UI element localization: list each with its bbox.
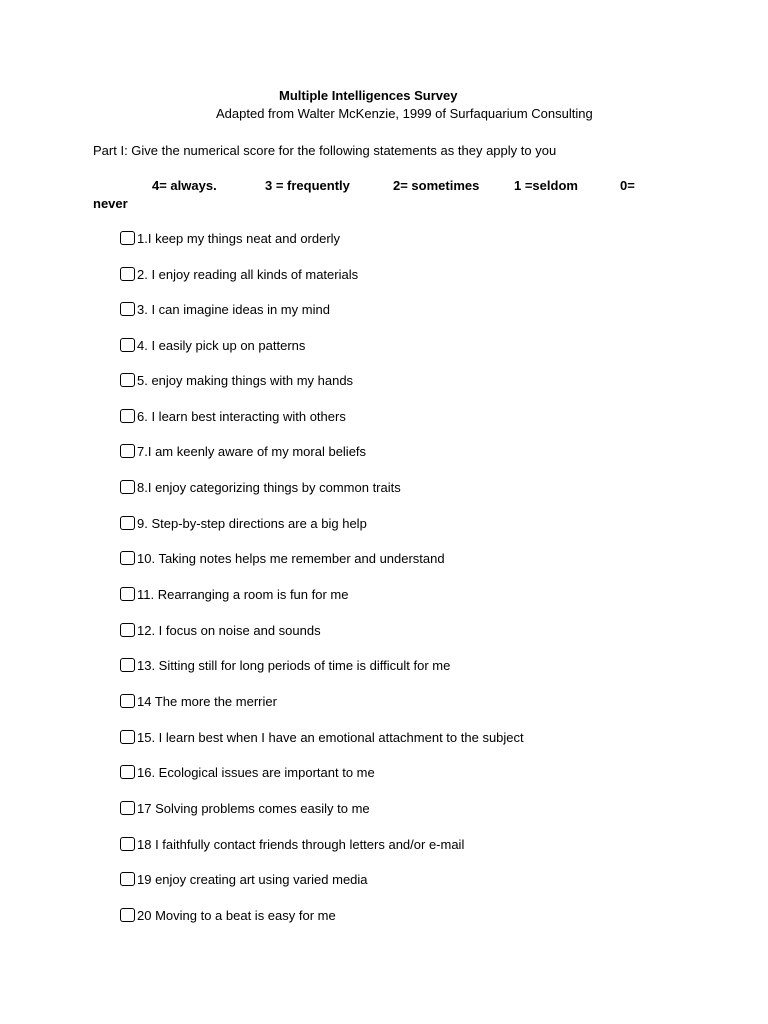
scale-frequently: 3 = frequently bbox=[265, 178, 350, 193]
survey-item bbox=[120, 621, 321, 639]
survey-item bbox=[120, 656, 450, 674]
item-checkbox[interactable] bbox=[120, 801, 135, 815]
item-checkbox[interactable] bbox=[120, 765, 135, 779]
survey-item bbox=[120, 585, 348, 603]
survey-item bbox=[120, 835, 464, 853]
item-text: 14 The more the merrier bbox=[137, 694, 277, 709]
item-text: 1.I keep my things neat and orderly bbox=[137, 231, 341, 246]
item-text: 7.I am keenly aware of my moral beliefs bbox=[137, 444, 367, 459]
survey-item bbox=[120, 514, 367, 532]
survey-instructions: Part I: Give the numerical score for the following statements as they apply to you bbox=[93, 143, 557, 158]
item-checkbox[interactable] bbox=[120, 908, 135, 922]
item-text: 13. Sitting still for long periods of time is difficult for me bbox=[137, 658, 451, 673]
item-text: 16. Ecological issues are important to me bbox=[137, 765, 375, 780]
item-checkbox[interactable] bbox=[120, 730, 135, 744]
item-text: 8.I enjoy categorizing things by common traits bbox=[137, 480, 401, 495]
item-checkbox[interactable] bbox=[120, 338, 135, 352]
survey-item bbox=[120, 442, 366, 460]
item-text: 2. I enjoy reading all kinds of materials bbox=[137, 267, 359, 282]
scale-sometimes: 2= sometimes bbox=[393, 178, 480, 193]
item-checkbox[interactable] bbox=[120, 872, 135, 886]
item-text: 3. I can imagine ideas in my mind bbox=[137, 302, 330, 317]
item-text: 12. I focus on noise and sounds bbox=[137, 623, 321, 638]
survey-item bbox=[120, 728, 524, 746]
item-checkbox[interactable] bbox=[120, 658, 135, 672]
item-text: 4. I easily pick up on patterns bbox=[137, 338, 306, 353]
item-checkbox[interactable] bbox=[120, 480, 135, 494]
item-text: 11. Rearranging a room is fun for me bbox=[137, 587, 349, 602]
survey-item bbox=[120, 799, 370, 817]
scale-seldom: 1 =seldom bbox=[514, 178, 578, 193]
item-checkbox[interactable] bbox=[120, 587, 135, 601]
item-text: 9. Step-by-step directions are a big help bbox=[137, 516, 367, 531]
item-text: 6. I learn best interacting with others bbox=[137, 409, 346, 424]
survey-item bbox=[120, 300, 330, 318]
survey-subtitle: Adapted from Walter McKenzie, 1999 of Surfaquarium Consulting bbox=[216, 106, 593, 121]
item-checkbox[interactable] bbox=[120, 516, 135, 530]
item-text: 15. I learn best when I have an emotional attachment to the subject bbox=[137, 730, 524, 745]
survey-item bbox=[120, 336, 305, 354]
survey-item bbox=[120, 692, 277, 710]
scale-never-label: never bbox=[93, 196, 128, 211]
survey-item bbox=[120, 763, 375, 781]
survey-title: Multiple Intelligences Survey bbox=[279, 88, 458, 103]
item-checkbox[interactable] bbox=[120, 837, 135, 851]
scale-always: 4= always. bbox=[152, 178, 217, 193]
item-checkbox[interactable] bbox=[120, 623, 135, 637]
item-text: 17 Solving problems comes easily to me bbox=[137, 801, 370, 816]
survey-item bbox=[120, 870, 368, 888]
item-text: 19 enjoy creating art using varied media bbox=[137, 872, 368, 887]
survey-item bbox=[120, 478, 401, 496]
survey-item bbox=[120, 549, 445, 567]
survey-item bbox=[120, 229, 340, 247]
item-checkbox[interactable] bbox=[120, 267, 135, 281]
item-checkbox[interactable] bbox=[120, 551, 135, 565]
survey-item bbox=[120, 906, 336, 924]
item-checkbox[interactable] bbox=[120, 444, 135, 458]
survey-item bbox=[120, 371, 353, 389]
survey-item bbox=[120, 265, 358, 283]
item-checkbox[interactable] bbox=[120, 373, 135, 387]
survey-item bbox=[120, 407, 346, 425]
item-text: 20 Moving to a beat is easy for me bbox=[137, 908, 336, 923]
item-text: 18 I faithfully contact friends through letters and/or e-mail bbox=[137, 837, 465, 852]
item-checkbox[interactable] bbox=[120, 694, 135, 708]
item-text: 10. Taking notes helps me remember and understand bbox=[137, 551, 445, 566]
item-checkbox[interactable] bbox=[120, 302, 135, 316]
item-text: 5. enjoy making things with my hands bbox=[137, 373, 354, 388]
scale-never-value: 0= bbox=[620, 178, 635, 193]
item-checkbox[interactable] bbox=[120, 409, 135, 423]
item-checkbox[interactable] bbox=[120, 231, 135, 245]
